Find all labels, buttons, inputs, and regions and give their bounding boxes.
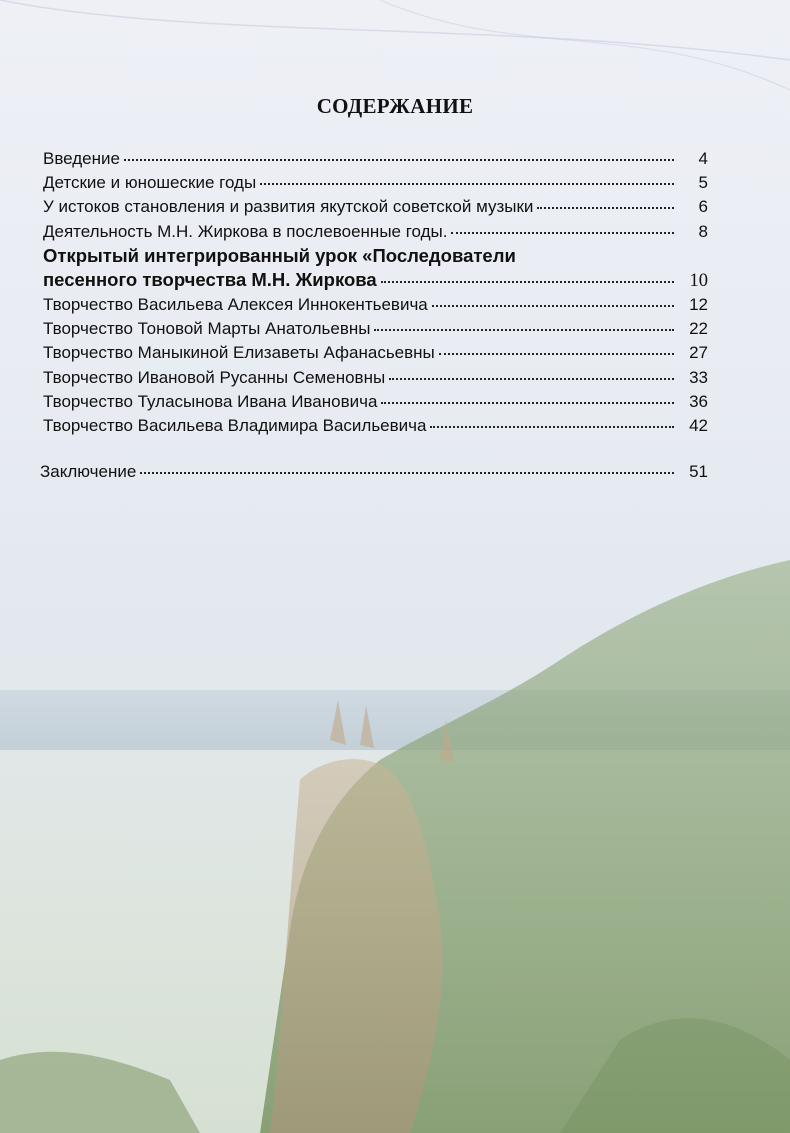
toc-item-vasiliev-vladimir[interactable] [43,414,708,438]
toc-item-vasiliev-alexey[interactable] [43,293,708,317]
toc-item-ivanova[interactable] [43,366,708,390]
dot-leader [124,159,674,161]
toc-item-label: Творчество Васильева Алексея Иннокентьевича [43,295,428,315]
toc-item-label: Творчество Туласынова Ивана Ивановича [43,391,378,411]
toc-item-tonova[interactable] [43,317,708,341]
dot-leader [537,207,674,209]
toc-item-page: 22 [689,319,708,339]
dot-leader [381,281,674,283]
toc-item-label: Творчество Ивановой Русанны Семеновны [43,367,386,387]
toc-item-origins[interactable] [43,195,708,219]
dot-leader [432,305,674,307]
toc-item-label-line2: песенного творчества М.Н. Жиркова [43,268,377,290]
toc-item-page: 42 [689,416,708,436]
toc-item-manykina[interactable] [43,341,708,365]
page-title: СОДЕРЖАНИЕ [316,94,474,118]
toc-item-page: 6 [698,197,708,217]
toc-item-page: 33 [689,367,708,387]
dot-leader [260,183,674,185]
dot-leader [381,402,674,404]
table-of-contents [40,147,708,484]
dot-leader [140,472,674,474]
toc-item-open-lesson[interactable] [43,244,708,293]
dot-leader [439,353,674,355]
toc-item-page: 10 [689,270,708,291]
toc-item-introduction[interactable] [43,147,708,171]
toc-item-label: Творчество Маныкиной Елизаветы Афанасьевны [43,343,435,363]
toc-item-label: Деятельность М.Н. Жиркова в послевоенные годы. [43,221,448,241]
dot-leader [451,232,674,234]
toc-item-label: У истоков становления и развития якутской советской музыки [43,197,534,217]
dot-leader [389,378,674,380]
toc-item-page: 4 [698,149,708,168]
toc-item-conclusion[interactable] [40,460,708,484]
toc-item-tulasynov[interactable] [43,390,708,414]
toc-item-label-line1: Открытый интегрированный урок «Последователи [43,244,516,266]
toc-item-label: Творчество Васильева Владимира Васильевича [43,416,427,436]
toc-item-postwar[interactable] [43,220,708,244]
toc-item-page: 51 [689,462,708,482]
dot-leader [430,426,674,428]
toc-item-page: 5 [698,173,708,193]
toc-spacer [43,438,708,460]
toc-item-label: Детские и юношеские годы [43,173,257,193]
toc-item-childhood[interactable] [43,171,708,195]
toc-item-page: 27 [689,343,708,363]
toc-item-page: 36 [689,391,708,411]
toc-item-page: 8 [698,221,708,241]
toc-item-label: Заключение [40,462,137,482]
toc-item-label: Творчество Тоновой Марты Анатольевны [43,319,371,339]
dot-leader [374,329,674,331]
toc-item-page: 12 [689,295,708,315]
toc-item-label: Введение [43,149,120,168]
